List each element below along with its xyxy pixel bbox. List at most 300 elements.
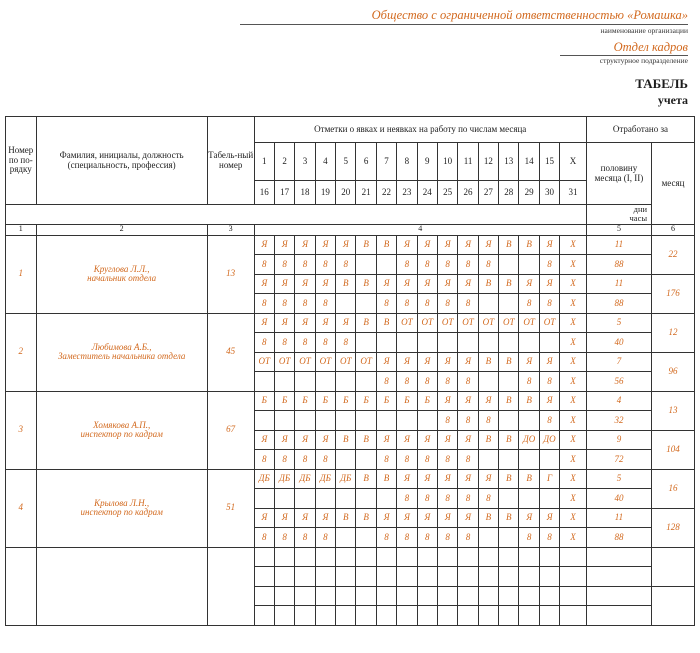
day-header-bottom: 29 bbox=[519, 181, 539, 205]
day-mark bbox=[295, 372, 315, 392]
day-mark: 8 bbox=[274, 294, 294, 314]
day-mark bbox=[478, 528, 498, 548]
half-month-value: 5 bbox=[586, 469, 651, 489]
day-header-top: 12 bbox=[478, 143, 498, 181]
day-mark: Я bbox=[519, 274, 539, 294]
day-mark: ОТ bbox=[274, 352, 294, 372]
day-mark: В bbox=[519, 469, 539, 489]
day-mark: 8 bbox=[397, 450, 417, 470]
half-month-value: 88 bbox=[586, 294, 651, 314]
tabel-number: 67 bbox=[207, 391, 254, 469]
day-header-bottom: 17 bbox=[274, 181, 294, 205]
day-mark bbox=[336, 450, 356, 470]
day-mark bbox=[499, 411, 519, 431]
day-mark: ОТ bbox=[295, 352, 315, 372]
day-mark bbox=[295, 411, 315, 431]
day-mark: Я bbox=[315, 274, 335, 294]
empty-cell bbox=[36, 547, 207, 625]
employee-row bbox=[6, 313, 695, 333]
day-mark: Б bbox=[356, 391, 376, 411]
day-mark bbox=[336, 411, 356, 431]
employee-name: Круглова Л.Л., bbox=[93, 263, 150, 274]
empty-cell bbox=[437, 586, 457, 606]
empty-cell bbox=[254, 547, 274, 567]
day-mark: Я bbox=[376, 352, 396, 372]
day-mark: Б bbox=[274, 391, 294, 411]
day-mark: 8 bbox=[539, 255, 559, 275]
day-mark: ДБ bbox=[336, 469, 356, 489]
day-mark bbox=[499, 255, 519, 275]
empty-cell bbox=[478, 567, 498, 587]
empty-cell bbox=[560, 567, 587, 587]
day-mark: 8 bbox=[437, 294, 457, 314]
day-mark: Х bbox=[560, 372, 587, 392]
day-mark: Я bbox=[539, 274, 559, 294]
day-mark: 8 bbox=[539, 528, 559, 548]
day-mark: ОТ bbox=[478, 313, 498, 333]
day-mark bbox=[356, 411, 376, 431]
day-mark: 8 bbox=[417, 528, 437, 548]
month-hours-total: 104 bbox=[652, 430, 695, 469]
day-mark: 8 bbox=[437, 528, 457, 548]
day-mark: Я bbox=[254, 508, 274, 528]
day-mark: Я bbox=[295, 508, 315, 528]
days-label: дни bbox=[633, 204, 648, 214]
day-header-bottom: 21 bbox=[356, 181, 376, 205]
empty-cell bbox=[397, 586, 417, 606]
day-mark: В bbox=[499, 391, 519, 411]
day-mark bbox=[376, 489, 396, 509]
day-mark: Я bbox=[274, 274, 294, 294]
day-mark: Я bbox=[539, 352, 559, 372]
day-mark bbox=[315, 372, 335, 392]
day-mark bbox=[254, 411, 274, 431]
day-mark bbox=[376, 411, 396, 431]
day-mark: 8 bbox=[254, 333, 274, 353]
day-mark: 8 bbox=[417, 489, 437, 509]
day-mark bbox=[539, 450, 559, 470]
day-header-bottom: 30 bbox=[539, 181, 559, 205]
day-mark: Я bbox=[458, 274, 478, 294]
day-mark: 8 bbox=[274, 450, 294, 470]
document-title: ТАБЕЛЬ bbox=[635, 76, 688, 91]
day-mark bbox=[376, 255, 396, 275]
row-number: 4 bbox=[6, 469, 37, 547]
day-mark: 8 bbox=[336, 255, 356, 275]
day-mark: ОТ bbox=[397, 313, 417, 333]
day-header-bottom: 27 bbox=[478, 181, 498, 205]
empty-cell bbox=[6, 547, 37, 625]
empty-cell bbox=[586, 547, 651, 567]
day-mark: 8 bbox=[274, 528, 294, 548]
day-mark bbox=[336, 294, 356, 314]
day-mark: Я bbox=[458, 391, 478, 411]
day-mark bbox=[519, 489, 539, 509]
empty-cell bbox=[397, 606, 417, 626]
day-mark bbox=[519, 411, 539, 431]
day-header-top: X bbox=[560, 143, 587, 181]
empty-cell bbox=[315, 606, 335, 626]
empty-cell bbox=[586, 606, 651, 626]
day-mark: 8 bbox=[539, 294, 559, 314]
day-mark: 8 bbox=[254, 294, 274, 314]
day-mark: В bbox=[376, 313, 396, 333]
day-mark: ОТ bbox=[539, 313, 559, 333]
day-mark: 8 bbox=[315, 333, 335, 353]
day-mark: Я bbox=[376, 274, 396, 294]
empty-cell bbox=[274, 567, 294, 587]
department-name: Отдел кадров bbox=[613, 40, 688, 54]
half-month-value: 11 bbox=[586, 274, 651, 294]
month-hours-total: 96 bbox=[652, 352, 695, 391]
empty-cell bbox=[356, 547, 376, 567]
day-mark: 8 bbox=[397, 489, 417, 509]
day-mark bbox=[499, 528, 519, 548]
empty-cell bbox=[417, 606, 437, 626]
tabel-number: 13 bbox=[207, 235, 254, 313]
day-mark: 8 bbox=[397, 255, 417, 275]
empty-cell bbox=[336, 586, 356, 606]
empty-cell bbox=[586, 567, 651, 587]
organization-name: Общество с ограниченной ответственностью «Ромашка» bbox=[371, 8, 688, 22]
day-mark bbox=[315, 489, 335, 509]
day-mark: 8 bbox=[458, 450, 478, 470]
empty-cell bbox=[336, 606, 356, 626]
day-mark: В bbox=[356, 274, 376, 294]
half-month-value: 11 bbox=[586, 235, 651, 255]
day-header-bottom: 31 bbox=[560, 181, 587, 205]
day-mark bbox=[519, 333, 539, 353]
day-mark: Х bbox=[560, 528, 587, 548]
day-mark: 8 bbox=[397, 294, 417, 314]
timesheet-table bbox=[5, 116, 695, 626]
month-days-total: 12 bbox=[652, 313, 695, 352]
day-mark: Я bbox=[274, 313, 294, 333]
empty-cell bbox=[499, 586, 519, 606]
empty-cell bbox=[478, 606, 498, 626]
empty-cell bbox=[478, 586, 498, 606]
day-mark bbox=[356, 333, 376, 353]
empty-cell bbox=[586, 586, 651, 606]
col-month-header: месяц bbox=[652, 143, 695, 225]
day-mark: Я bbox=[254, 313, 274, 333]
day-mark: Я bbox=[376, 508, 396, 528]
empty-cell bbox=[274, 547, 294, 567]
day-mark: 8 bbox=[315, 294, 335, 314]
day-mark: Я bbox=[437, 391, 457, 411]
day-mark: ОТ bbox=[417, 313, 437, 333]
day-header-bottom: 16 bbox=[254, 181, 274, 205]
day-mark: Я bbox=[539, 235, 559, 255]
employee-name-cell bbox=[36, 313, 207, 391]
day-mark: В bbox=[499, 469, 519, 489]
day-mark bbox=[356, 294, 376, 314]
tabel-number: 51 bbox=[207, 469, 254, 547]
day-mark: Х bbox=[560, 489, 587, 509]
day-mark: Я bbox=[397, 469, 417, 489]
day-mark: Х bbox=[560, 391, 587, 411]
column-number: 2 bbox=[36, 224, 207, 235]
empty-cell bbox=[652, 547, 695, 586]
empty-cell bbox=[539, 547, 559, 567]
empty-cell bbox=[274, 606, 294, 626]
day-header-top: 6 bbox=[356, 143, 376, 181]
day-mark: 8 bbox=[376, 294, 396, 314]
empty-cell bbox=[560, 586, 587, 606]
day-mark bbox=[437, 333, 457, 353]
empty-row bbox=[6, 547, 695, 567]
empty-cell bbox=[539, 606, 559, 626]
day-header-bottom: 23 bbox=[397, 181, 417, 205]
empty-cell bbox=[207, 547, 254, 625]
empty-cell bbox=[397, 547, 417, 567]
empty-cell bbox=[295, 606, 315, 626]
day-mark: Я bbox=[397, 352, 417, 372]
day-mark: Я bbox=[417, 352, 437, 372]
day-mark: 8 bbox=[539, 372, 559, 392]
day-mark: Я bbox=[295, 430, 315, 450]
empty-cell bbox=[397, 567, 417, 587]
day-mark bbox=[397, 411, 417, 431]
day-mark bbox=[519, 255, 539, 275]
empty-cell bbox=[417, 547, 437, 567]
day-mark: Я bbox=[315, 508, 335, 528]
day-mark: ОТ bbox=[336, 352, 356, 372]
day-mark: Я bbox=[274, 430, 294, 450]
empty-cell bbox=[274, 586, 294, 606]
day-mark: Я bbox=[315, 235, 335, 255]
day-mark: Я bbox=[254, 235, 274, 255]
day-mark: ДБ bbox=[274, 469, 294, 489]
empty-cell bbox=[437, 567, 457, 587]
day-mark: Х bbox=[560, 274, 587, 294]
empty-cell bbox=[417, 567, 437, 587]
day-mark: 8 bbox=[274, 333, 294, 353]
employee-position: инспектор по кадрам bbox=[80, 507, 163, 518]
employee-row bbox=[6, 235, 695, 255]
day-mark: 8 bbox=[478, 255, 498, 275]
day-mark bbox=[356, 489, 376, 509]
empty-cell bbox=[560, 606, 587, 626]
day-mark: Б bbox=[376, 391, 396, 411]
day-mark: Я bbox=[315, 313, 335, 333]
day-mark: ДО bbox=[539, 430, 559, 450]
day-mark: ОТ bbox=[519, 313, 539, 333]
day-mark: В bbox=[499, 274, 519, 294]
day-mark: 8 bbox=[254, 255, 274, 275]
empty-cell bbox=[254, 567, 274, 587]
empty-cell bbox=[356, 567, 376, 587]
day-mark: 8 bbox=[397, 528, 417, 548]
day-mark: Б bbox=[315, 391, 335, 411]
day-mark: Я bbox=[295, 313, 315, 333]
employee-position: Заместитель начальника отдела bbox=[57, 351, 186, 362]
half-month-value: 72 bbox=[586, 450, 651, 470]
day-mark: Я bbox=[315, 430, 335, 450]
day-mark bbox=[356, 255, 376, 275]
half-month-value: 88 bbox=[586, 255, 651, 275]
day-mark bbox=[478, 294, 498, 314]
day-mark: 8 bbox=[336, 333, 356, 353]
half-month-value: 11 bbox=[586, 508, 651, 528]
empty-cell bbox=[478, 547, 498, 567]
day-header-top: 13 bbox=[499, 143, 519, 181]
day-mark: В bbox=[356, 508, 376, 528]
day-mark: 8 bbox=[295, 333, 315, 353]
day-mark: ДБ bbox=[295, 469, 315, 489]
day-mark: 8 bbox=[417, 255, 437, 275]
day-mark: 8 bbox=[458, 294, 478, 314]
empty-cell bbox=[519, 606, 539, 626]
day-mark bbox=[458, 333, 478, 353]
employee-position: начальник отдела bbox=[87, 273, 157, 284]
day-header-bottom: 28 bbox=[499, 181, 519, 205]
day-header-top: 2 bbox=[274, 143, 294, 181]
empty-cell bbox=[519, 567, 539, 587]
empty-cell bbox=[539, 586, 559, 606]
day-mark: ОТ bbox=[254, 352, 274, 372]
day-mark: В bbox=[336, 274, 356, 294]
day-mark bbox=[274, 489, 294, 509]
column-number: 6 bbox=[652, 224, 695, 235]
day-mark: Я bbox=[539, 391, 559, 411]
day-mark: Х bbox=[560, 294, 587, 314]
column-number: 5 bbox=[586, 224, 651, 235]
day-mark: ОТ bbox=[499, 313, 519, 333]
day-header-top: 1 bbox=[254, 143, 274, 181]
day-mark: Х bbox=[560, 235, 587, 255]
day-mark: 8 bbox=[437, 255, 457, 275]
day-mark bbox=[254, 489, 274, 509]
day-mark bbox=[499, 489, 519, 509]
empty-cell bbox=[315, 547, 335, 567]
days-hours-label bbox=[586, 205, 651, 225]
empty-cell bbox=[356, 606, 376, 626]
empty-cell bbox=[254, 606, 274, 626]
day-mark: Я bbox=[274, 235, 294, 255]
empty-cell bbox=[519, 586, 539, 606]
day-mark: 8 bbox=[437, 372, 457, 392]
day-mark bbox=[417, 411, 437, 431]
column-number: 1 bbox=[6, 224, 37, 235]
employee-name: Хомякова А.П., bbox=[93, 419, 151, 430]
day-mark: Я bbox=[397, 235, 417, 255]
col-worked-header: Отработано за bbox=[586, 117, 694, 143]
day-mark: Б bbox=[417, 391, 437, 411]
day-header-top: 7 bbox=[376, 143, 396, 181]
day-mark: Я bbox=[539, 508, 559, 528]
document-subtitle: учета bbox=[657, 93, 688, 107]
day-mark: Я bbox=[437, 352, 457, 372]
empty-cell bbox=[295, 567, 315, 587]
half-month-value: 56 bbox=[586, 372, 651, 392]
day-mark bbox=[295, 489, 315, 509]
day-mark: 8 bbox=[458, 255, 478, 275]
empty-cell bbox=[437, 606, 457, 626]
day-mark: Я bbox=[478, 235, 498, 255]
day-mark: Я bbox=[437, 274, 457, 294]
empty-cell bbox=[376, 547, 396, 567]
day-mark: В bbox=[356, 469, 376, 489]
day-mark: 8 bbox=[539, 411, 559, 431]
empty-cell bbox=[356, 586, 376, 606]
day-mark: ДО bbox=[519, 430, 539, 450]
day-mark: 8 bbox=[458, 528, 478, 548]
day-mark bbox=[274, 372, 294, 392]
day-mark: 8 bbox=[254, 450, 274, 470]
day-mark bbox=[336, 528, 356, 548]
day-header-top: 5 bbox=[336, 143, 356, 181]
empty-cell bbox=[458, 586, 478, 606]
day-mark: Я bbox=[458, 508, 478, 528]
day-mark: Х bbox=[560, 430, 587, 450]
day-mark: Я bbox=[417, 430, 437, 450]
empty-cell bbox=[499, 606, 519, 626]
day-header-bottom: 19 bbox=[315, 181, 335, 205]
empty-cell bbox=[254, 586, 274, 606]
day-mark: В bbox=[478, 274, 498, 294]
empty-cell bbox=[458, 547, 478, 567]
empty-cell bbox=[499, 567, 519, 587]
row-number: 1 bbox=[6, 235, 37, 313]
day-mark bbox=[519, 450, 539, 470]
day-mark: В bbox=[356, 313, 376, 333]
day-mark: Я bbox=[458, 469, 478, 489]
employee-name-cell bbox=[36, 235, 207, 313]
day-mark: 8 bbox=[519, 528, 539, 548]
half-month-value: 40 bbox=[586, 489, 651, 509]
col-number-header: Номер по по-рядку bbox=[6, 117, 37, 205]
day-mark: Я bbox=[478, 469, 498, 489]
day-mark bbox=[478, 450, 498, 470]
employee-name-cell bbox=[36, 469, 207, 547]
day-header-top: 9 bbox=[417, 143, 437, 181]
empty-cell bbox=[560, 547, 587, 567]
day-mark: Б bbox=[397, 391, 417, 411]
day-mark: 8 bbox=[458, 489, 478, 509]
day-mark: 8 bbox=[376, 450, 396, 470]
half-month-value: 7 bbox=[586, 352, 651, 372]
day-mark: Я bbox=[437, 508, 457, 528]
day-mark: 8 bbox=[295, 528, 315, 548]
empty-cell bbox=[652, 586, 695, 625]
day-mark: Б bbox=[295, 391, 315, 411]
day-mark: Х bbox=[560, 469, 587, 489]
day-header-bottom: 24 bbox=[417, 181, 437, 205]
column-number: 3 bbox=[207, 224, 254, 235]
day-mark: 8 bbox=[274, 255, 294, 275]
day-mark: ОТ bbox=[458, 313, 478, 333]
day-mark bbox=[356, 528, 376, 548]
day-mark bbox=[478, 333, 498, 353]
day-mark: 8 bbox=[437, 489, 457, 509]
day-mark: 8 bbox=[315, 528, 335, 548]
empty-cell bbox=[437, 547, 457, 567]
day-mark: Х bbox=[560, 450, 587, 470]
day-mark: ОТ bbox=[437, 313, 457, 333]
day-mark: В bbox=[499, 508, 519, 528]
day-mark bbox=[499, 372, 519, 392]
day-mark: В bbox=[376, 469, 396, 489]
employee-name: Крылова Л.Н., bbox=[94, 497, 150, 508]
day-mark: Х bbox=[560, 255, 587, 275]
day-header-top: 14 bbox=[519, 143, 539, 181]
empty-cell bbox=[315, 567, 335, 587]
empty-cell bbox=[376, 586, 396, 606]
day-mark bbox=[336, 372, 356, 392]
day-mark bbox=[478, 372, 498, 392]
day-mark: Я bbox=[417, 469, 437, 489]
